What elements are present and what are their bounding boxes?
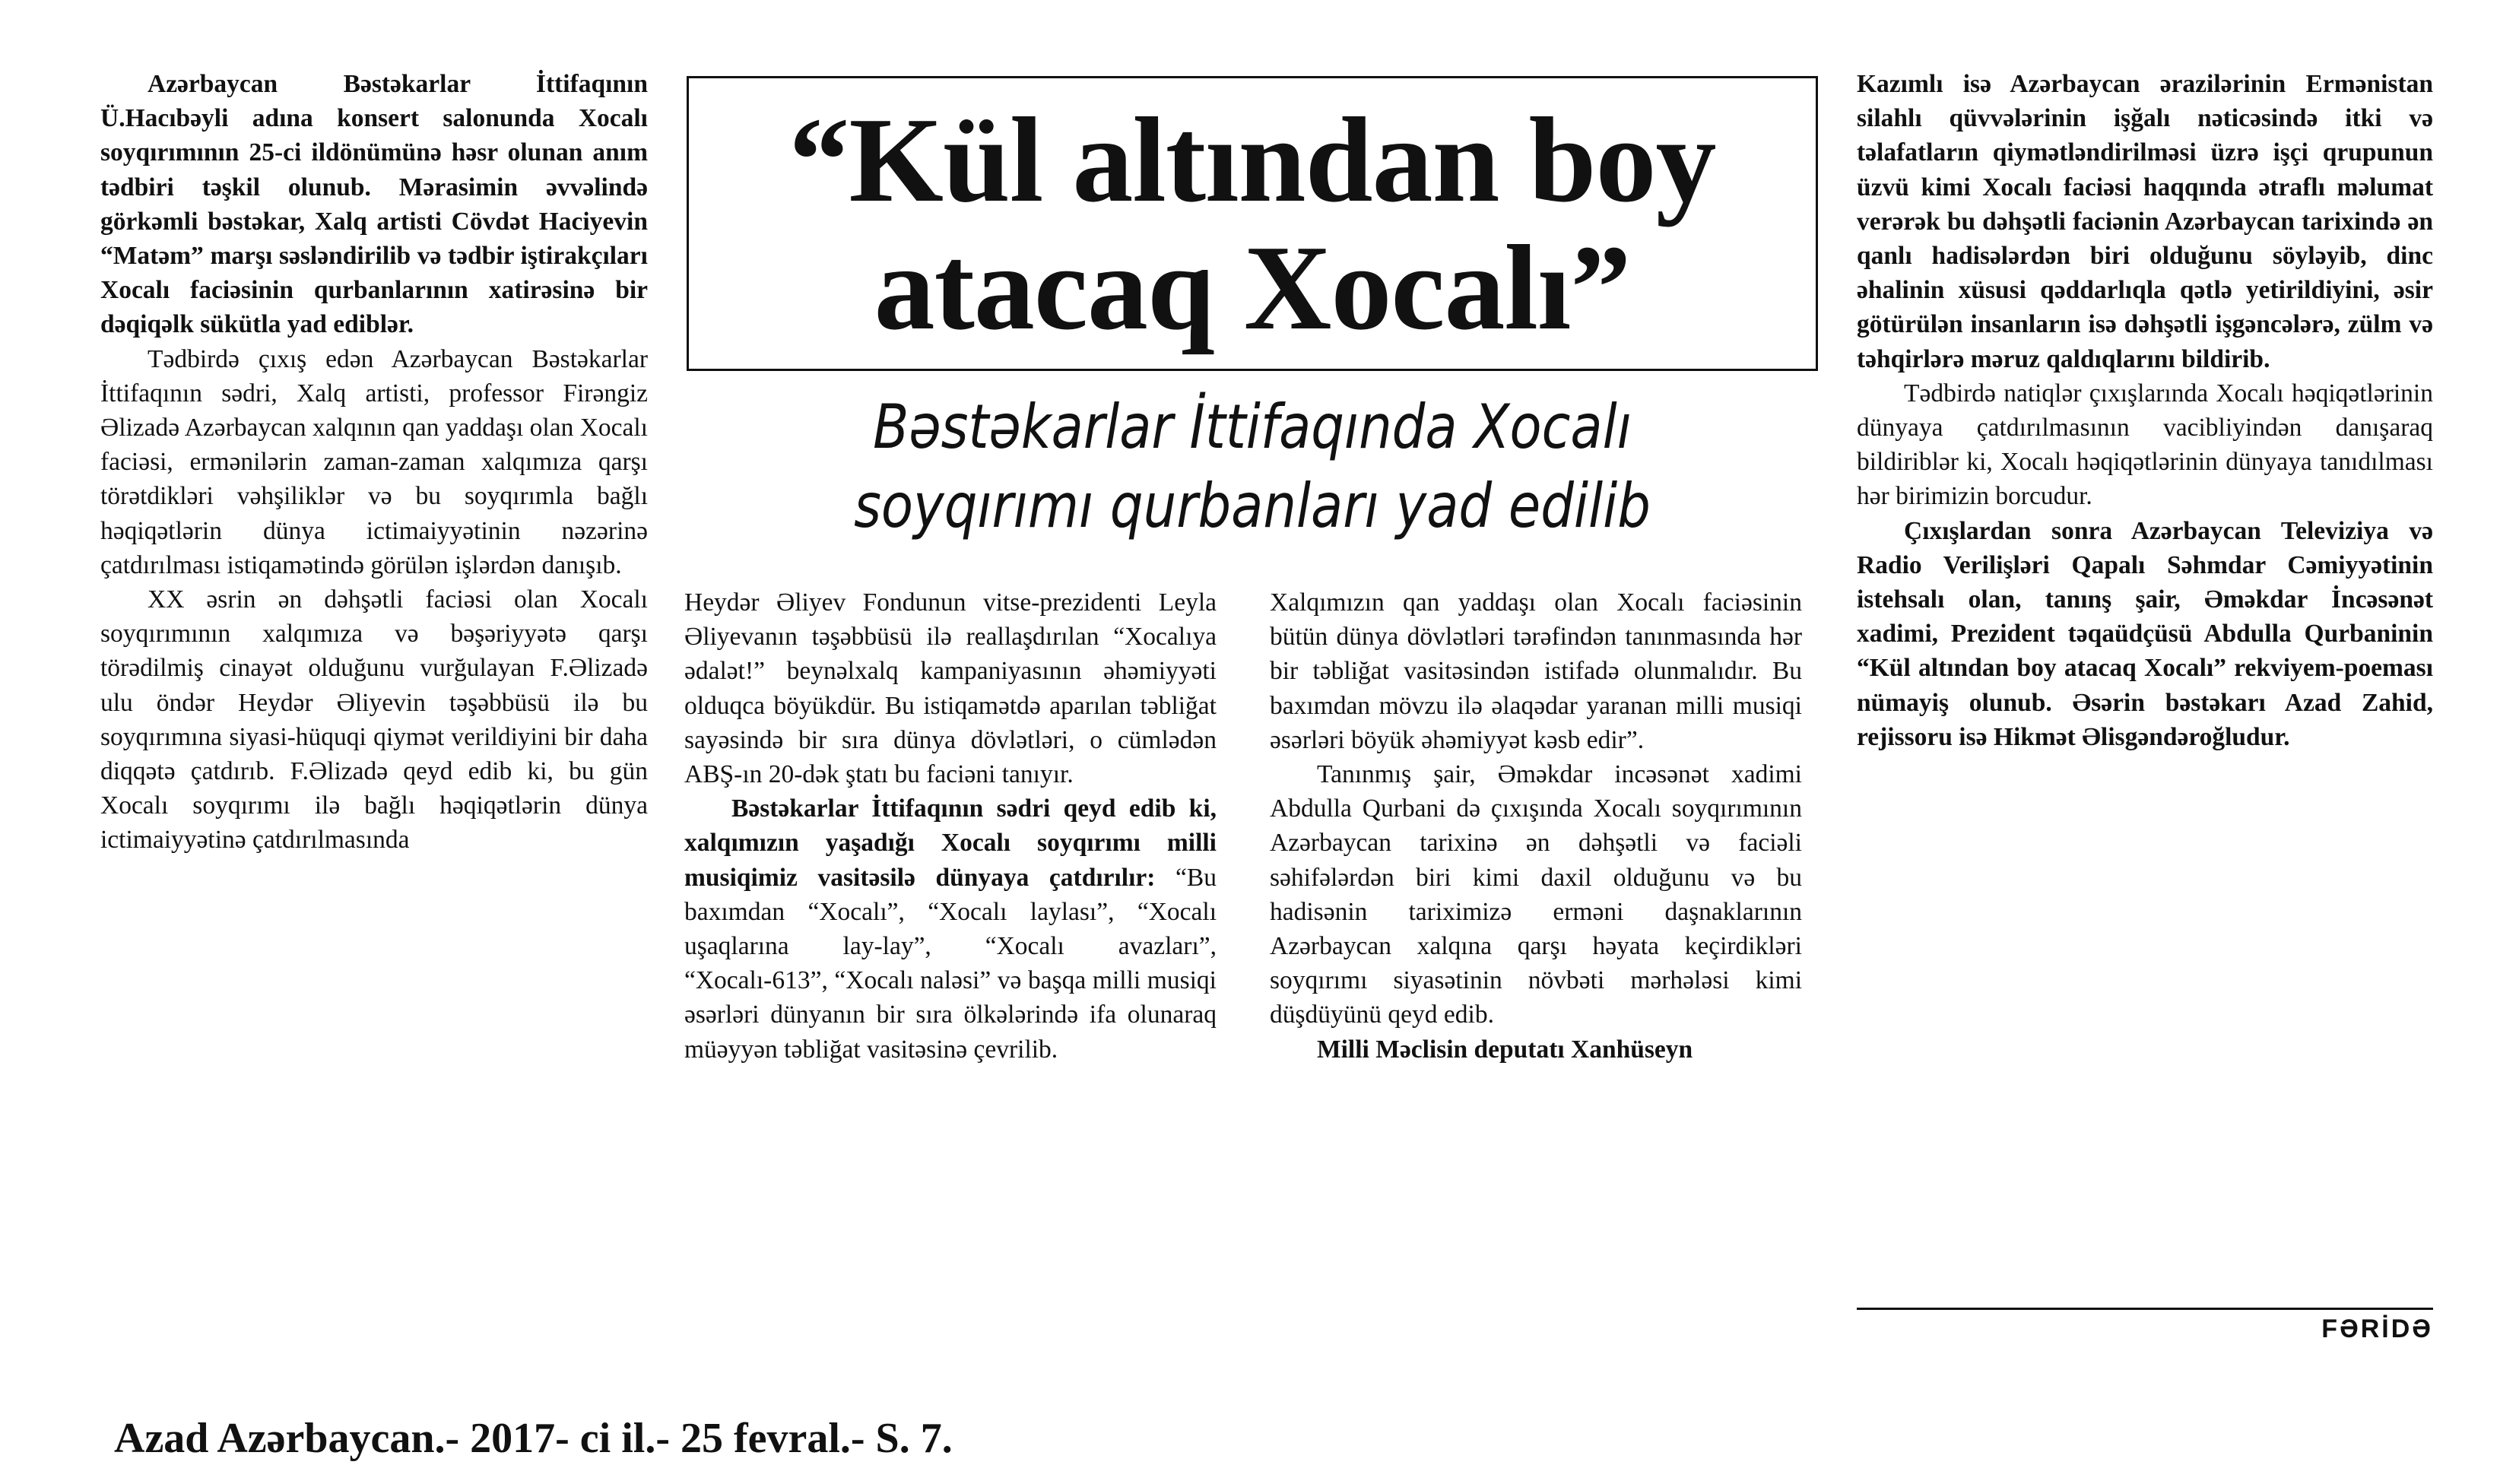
headline-box [687,76,1818,371]
article-column-1 [100,67,648,858]
paragraph: Azərbaycan Bəstəkarlar İttifaqının Ü.Hacıbəyli adına konsert salonunda Xocalı soyqırımının 25-ci ildönümünə həsr olunan anım tədbiri təşkil olunub. Mərasimin əvvəlində görkəmli bəstəkar, Xalq artisti Cövdət Haciyevin “Matəm” marşı səsləndirilib və tədbir iştirakçıları Xocalı faciəsinin qurbanlarının xatirəsinə bir dəqiqəlk sükütla yad ediblər. [100,70,648,339]
subheadline [766,388,1739,546]
paragraph: Milli Məclisin deputatı Xanhüseyn [1317,1035,1693,1064]
signoff [1857,1308,2433,1344]
paragraph: Çıxışlardan sonra Azərbaycan Televiziya və Radio Verilişləri Qapalı Səhmdar Cəmiyyətinin istehsalı olan, tanınş şair, Əməkdar İncəsənət xadimi, Prezident təqaüdçüsü Abdulla Qurbaninin “Kül altından boy atacaq Xocalı” rekviyem-poeması nümayiş olunub. Əsərin bəstəkarı Azad Zahid, rejissoru isə Hikmət Əlisgəndəroğludur. [1857,516,2433,751]
subheadline-line-1: Bəstəkarlar İttifaqında Xocalı [873,392,1632,462]
subheadline-line-2: soyqırımı qurbanları yad edilib [854,471,1651,541]
article-column-3 [684,585,1217,1067]
paragraph: Tanınmış şair, Əməkdar incəsənət xadimi Abdulla Qurbani də çıxışında Xocalı soyqırımının Azərbaycan tarixinə ən dəhşətli və faciəli səhifələrdən biri kimi daxil olduğunu və bu hadisənin tariximizə erməni daşnaklarının Azərbaycan xalqına qarşı həyata keçirdikləri soyqırımı siyasətinin növbəti mərhələsi kimi düşdüyünü qeyd edib. [1270,760,1802,1029]
bold-lead: Bəstəkarlar İttifaqının sədri qeyd edib ki, xalqımızın yaşadığı Xocalı soyqırımı milli musiqimiz vasitəsilə dünyaya çatdırılır: [684,794,1217,892]
paragraph: Tədbirdə natiqlər çıxışlarında Xocalı həqiqətlərinin dünyaya çatdırılmasının vacibliyindən danışaraq bildiriblər ki, Xocalı həqiqətlərinin dünyaya tanıdılması hər birimizin borcudur. [1857,379,2433,511]
divider [1857,1308,2433,1310]
paragraph: Heydər Əliyev Fondunun vitse-prezidenti Leyla Əliyevanın təşəbbüsü ilə reallaşdırılan “Xocalıya ədalət!” beynəlxalq kampaniyasının əhəmiyyəti olduqca böyükdür. Bu istiqamətdə aparılan təbliğat sayəsində bir sıra dünya dövlətləri, o cümlədən ABŞ-ın 20-dək ştatı bu faciəni tanıyır. [684,588,1217,789]
headline-line-1: “Kül altından boy [788,92,1716,227]
paragraph: XX əsrin ən dəhşətli faciəsi olan Xocalı soyqırımının xalqımıza və bəşəriyyətə qarşı törədilmiş cinayət olduğunu vurğulayan F.Əlizadə ulu öndər Heydər Əliyevin təşəbbüsü ilə bu soyqırımına siyasi-hüquqi qiymət verildiyini bir daha diqqətə çatdırıb. F.Əlizadə qeyd edib ki, bu gün Xocalı soyqırımı ilə bağlı həqiqətlərin dünya ictimaiyyətinə çatdırılmasında [100,585,648,855]
paragraph [684,791,1217,1067]
paragraph-text: “Bu baxımdan “Xocalı”, “Xocalı laylası”, “Xocalı uşaqlarına lay-lay”, “Xocalı avazları”, “Xocalı-613”, “Xocalı naləsi” və başqa milli musiqi əsərləri dünyanın bir sıra ölkələrində ifa olunaraq müəyyən təbliğat vasitəsinə çevrilib. [684,863,1217,1064]
author-name: FƏRİDƏ [2321,1314,2433,1343]
paragraph: Kazımlı isə Azərbaycan ərazilərinin Ermənistan silahlı qüvvələrinin işğalı nəticəsində itki və təlafatların qiymətləndirilməsi üzrə işçi qrupunun üzvü kimi Xocalı faciəsi haqqında ətraflı məlumat verərək bu dəhşətli faciənin Azərbaycan tarixində ən qanlı hadisələrdən biri olduğunu söyləyib, dinc əhalinin xüsusi qəddarlıqla qətlə yetirildiyini, əsir götürülən insanların isə dəhşətli işgəncələrə, zülm və təhqirlərə məruz qaldıqlarını bildirib. [1857,70,2433,373]
paragraph: Tədbirdə çıxış edən Azərbaycan Bəstəkarlar İttifaqının sədri, Xalq artisti, professor Firəngiz Əlizadə Azərbaycan xalqının qan yaddaşı olan Xocalı faciəsi, ermənilərin zaman-zaman xalqımıza qarşı törətdikləri vəhşiliklər və bu soyqırımla bağlı həqiqətlərin dünya ictimaiyyətinin nəzərinə çatdırılması istiqamətində görülən işlərdən danışıb. [100,344,648,579]
article-column-4 [1270,585,1802,1067]
article-column-5 [1857,67,2433,754]
paragraph: Xalqımızın qan yaddaşı olan Xocalı faciəsinin bütün dünya dövlətləri tərəfindən tanınmasında hər bir təbliğat vasitəsindən istifadə olunmalıdır. Bu baxımdan mövzu ilə əlaqədar yaranan milli musiqi əsərləri böyük əhəmiyyət kəsb edir”. [1270,588,1802,754]
source-citation: Azad Azərbaycan.- 2017- ci il.- 25 fevral.- S. 7. [114,1415,953,1462]
headline-line-2: atacaq Xocalı” [874,220,1631,355]
